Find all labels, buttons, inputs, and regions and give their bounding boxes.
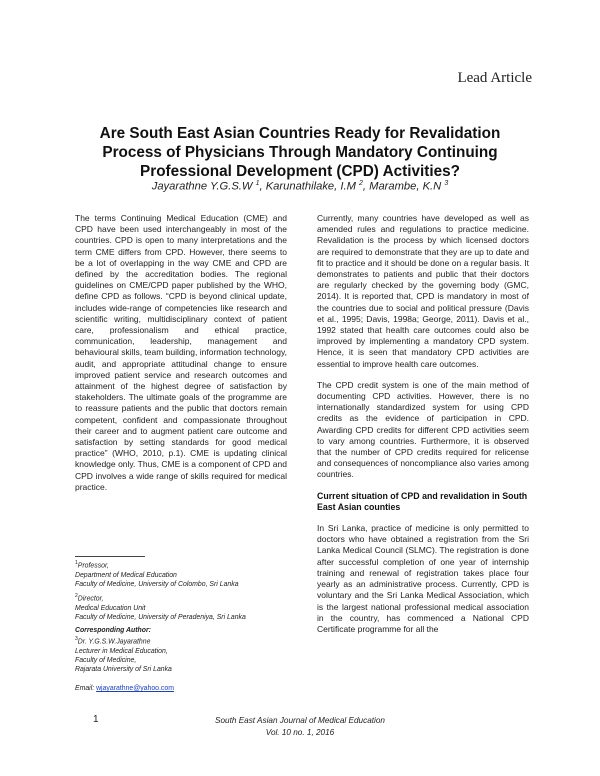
footnote-dept: Medical Education Unit bbox=[75, 604, 146, 612]
author-list: Jayarathne Y.G.S.W $^1$, Karunathilake, I.M $^2$, Marambe, K.N $^3$ bbox=[151, 180, 449, 193]
section-heading: Current situation of CPD and revalidation in South East Asian counties bbox=[317, 490, 528, 512]
footnote-sup: 2 bbox=[75, 593, 78, 599]
footnote-affil: Faculty of Medicine, University of Colombo, Sri Lanka bbox=[75, 580, 239, 588]
section-label: Lead Article bbox=[457, 70, 532, 86]
left-column bbox=[75, 213, 287, 493]
corresponding-heading: Corresponding Author: bbox=[75, 627, 151, 634]
footnote-sup: 1 bbox=[75, 560, 78, 566]
body-paragraph: In Sri Lanka, practice of medicine is only permitted to doctors who have obtained a registration from the Sri Lanka Medical Council (SLMC). The registration is done after successful completion of one year of internship training and renewal of registration takes place four yearly as an administrative process. Currently, CPD is voluntary and the Sri Lanka Medical Association, which is the largest national professional medical association in the country, has commenced a National CPD Certificate programme for all the bbox=[317, 523, 529, 634]
corresponding-line: Faculty of Medicine, bbox=[75, 656, 137, 664]
body-paragraph: The CPD credit system is one of the main method of documenting CPD activities. However, there is no internationally standardized system for using CPD credits as the evidence of participation in CPD. Awarding CPD credits for different CPD activities seem to vary among countries. Furthermore, it is observed that the number of CPD credits required for relicense and consequences of noncompliance also varies among countries. bbox=[317, 379, 529, 480]
article-title: Are South East Asian Countries Ready for Revalidation Process of Physicians Through Mandatory Continuing Professional Development (CPD) Activities? bbox=[99, 125, 501, 180]
footnote-affil: Faculty of Medicine, University of Peradeniya, Sri Lanka bbox=[75, 613, 246, 621]
email-link[interactable]: wjayarathne@yahoo.com bbox=[96, 685, 174, 692]
author-sup: 1 bbox=[255, 180, 260, 187]
footnote-sup: 3 bbox=[75, 636, 78, 643]
author-sup: 2 bbox=[359, 180, 363, 187]
footnote-affiliation-2 bbox=[75, 592, 305, 622]
right-column bbox=[317, 213, 529, 635]
author-name: Jayarathne Y.G.S.W bbox=[151, 180, 253, 193]
page-number: 1 bbox=[93, 714, 99, 725]
corresponding-line: Lecturer in Medical Education, bbox=[75, 647, 168, 655]
footnote-dept: Department of Medical Education bbox=[75, 571, 177, 579]
corresponding-author bbox=[75, 626, 305, 674]
author-name: Karunathilake, I.M bbox=[265, 180, 356, 193]
email-line bbox=[75, 684, 305, 693]
journal-footer bbox=[150, 715, 450, 739]
footnote-divider bbox=[75, 556, 145, 557]
footnote-affiliation-1 bbox=[75, 559, 305, 589]
journal-name: South East Asian Journal of Medical Education bbox=[215, 716, 385, 725]
journal-volume: Vol. 10 no. 1, 2016 bbox=[265, 728, 335, 737]
footnote-role: Director, bbox=[77, 595, 104, 603]
footnote-role: Professor, bbox=[77, 562, 109, 570]
body-paragraph: Currently, many countries have developed as well as amended rules and regulations to practice medicine. Revalidation is the process by which licensed doctors are required to demonstrate that they are up to date and fit to practice and it should be done on a regular basis. It demonstrates to patients and public that their doctors are regularly checked by the governing body (GMC, 2014). It is reported that, CPD is mandatory in most of the countries due to social and political pressure (Davis et al., 1995; Davis, 1998a; George, 2011). Davis et al., 1992 stated that health care outcomes could also be improved by implementing a mandatory CPD system. Hence, it is seen that mandatory CPD activities are essential to improve health care outcomes. bbox=[317, 213, 529, 369]
corresponding-line: Rajarata University of Sri Lanka bbox=[75, 666, 172, 674]
corresponding-name: Dr. Y.G.S.W.Jayarathne bbox=[77, 638, 151, 646]
email-label: Email: bbox=[75, 685, 95, 692]
author-sup: 3 bbox=[444, 180, 449, 187]
author-name: Marambe, K.N bbox=[369, 180, 442, 193]
body-paragraph: The terms Continuing Medical Education (CME) and CPD have been used interchangeably in most of the countries. CPD is open to many interpretations and the term CME differs from CPD. However, there seems to be a lot of overlapping in the way CME and CPD are defined by the accreditation bodies. The regional guidelines on CME/CPD paper published by the WHO, define CPD as follows. “CPD is beyond clinical update, includes wide-range of competencies like research and scientific writing, multidisciplinary context of patient care, professionalism and ethical practice, communication, leadership, management and behavioural skills, team building, information technology, audit, and appropriate attitudinal change to ensure improved patient service and research outcomes and attainment of the highest degree of satisfaction by stakeholders. The ultimate goals of the programme are to reassure patients and the public that doctors remain competent, confident and compassionate throughout their career and to augment patient care outcome and satisfaction by setting standards for good medical practice” (WHO, 2010, p.1). CME is updating clinical knowledge only. Thus, CME is a component of CPD and CPD involves a wide range of skills required for medical practice. bbox=[75, 213, 287, 492]
